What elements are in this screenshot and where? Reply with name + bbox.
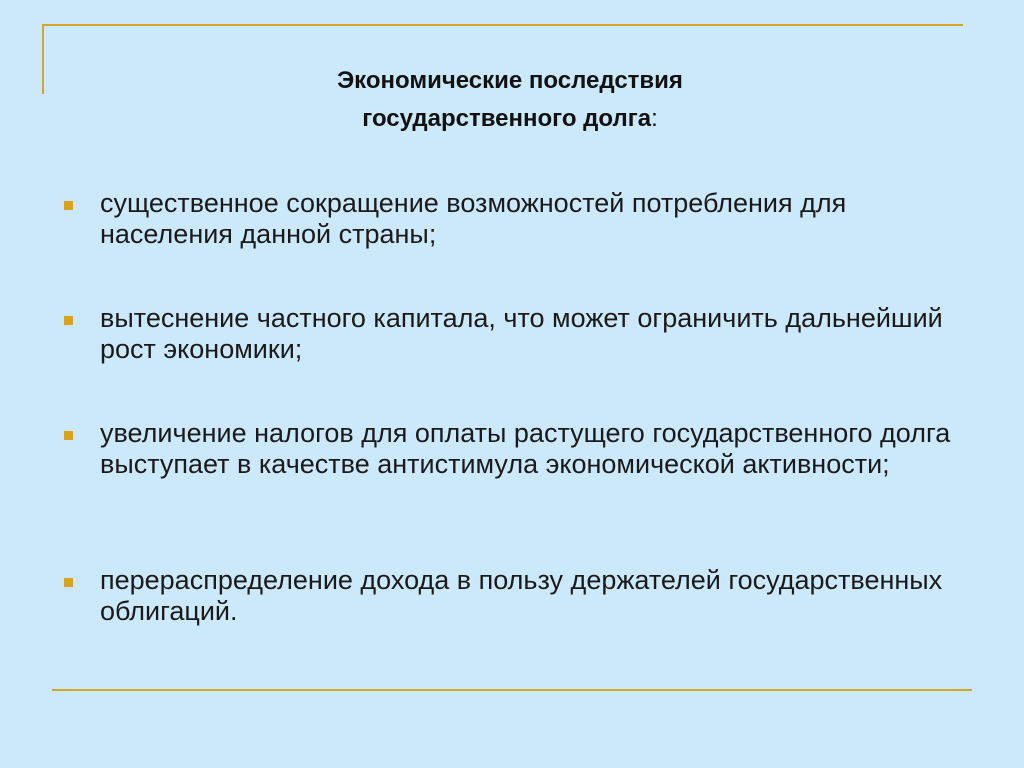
bullet-text: увеличение налогов для оплаты растущего государственного долга выступает в качестве антистимула экономической активности; [100,418,951,479]
bullet-text: вытеснение частного капитала, что может ограничить дальнейший рост экономики; [100,303,943,364]
bullet-text: перераспределение дохода в пользу держателей государственных облигаций. [100,565,943,626]
slide-title-colon: : [651,105,658,132]
bullet-marker-icon [64,201,73,210]
slide-title-line-1: Экономические последствия [337,67,683,94]
slide-title-line-2-text: государственного долга [362,105,652,132]
bullet-marker-icon [64,578,73,587]
bullet-marker-icon [64,431,73,440]
bullet-text: существенное сокращение возможностей потребления для населения данной страны; [100,188,847,249]
bullet-marker-icon [64,316,73,325]
